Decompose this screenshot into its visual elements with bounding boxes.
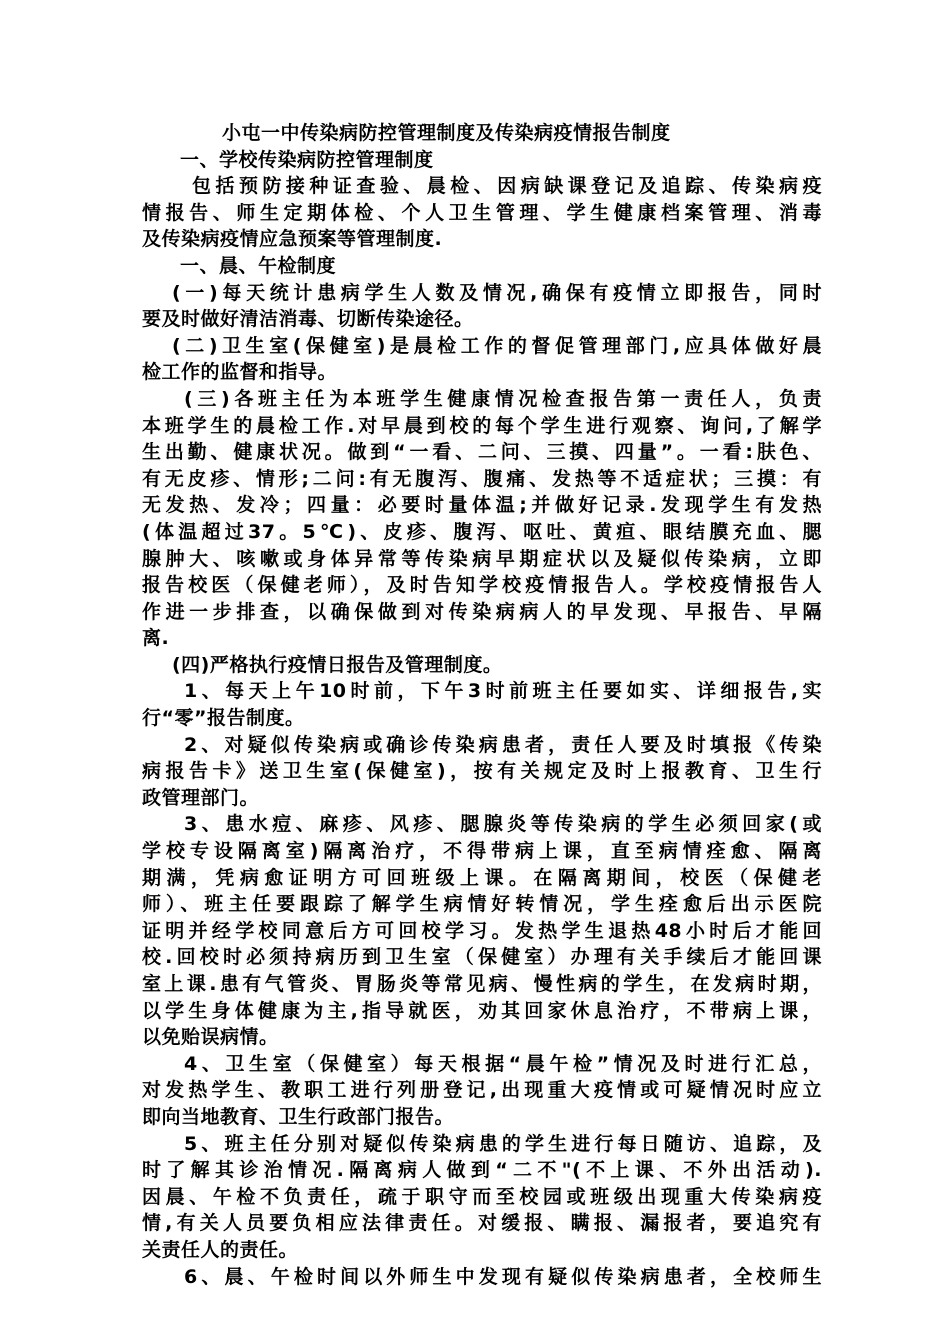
paragraph-line: 政管理部门。	[142, 786, 260, 809]
paragraph-line: 报告校医（保健老师），及时告知学校疫情报告人。学校疫情报告人	[142, 574, 822, 597]
paragraph-line: 期满，凭病愈证明方可回班级上课。在隔离期间，校医（保健老	[142, 866, 822, 889]
paragraph-line: 包括预防接种证查验、晨检、因病缺课登记及追踪、传染病疫	[192, 175, 822, 198]
paragraph-line: 生出勤、健康状况。做到“一看、二问、三摸、四量”。一看:肤色、	[142, 441, 822, 464]
paragraph-line: 对发热学生、教职工进行列册登记,出现重大疫情或可疑情况时应立	[142, 1079, 822, 1102]
paragraph-line: 2、对疑似传染病或确诊传染病患者，责任人要及时填报《传染	[184, 733, 822, 756]
paragraph-line: 1、每天上午10时前，下午3时前班主任要如实、详细报告,实	[184, 680, 822, 703]
paragraph-line: 学校专设隔离室)隔离治疗，不得带病上课，直至病情痊愈、隔离	[142, 840, 822, 863]
paragraph-line: 5、班主任分别对疑似传染病患的学生进行每日随访、追踪，及	[184, 1132, 822, 1155]
paragraph-line: 病报告卡》送卫生室(保健室)，按有关规定及时上报教育、卫生行	[142, 760, 822, 783]
paragraph-line: 有无皮疹、情形;二问:有无腹泻、腹痛、发热等不适症状；三摸：有	[142, 467, 822, 490]
paragraph-line: (四)严格执行疫情日报告及管理制度。	[172, 653, 503, 676]
paragraph-line: 及传染病疫情应急预案等管理制度.	[142, 228, 443, 251]
document-page	[142, 120, 822, 1290]
paragraph-line: 以免贻误病情。	[142, 1026, 279, 1049]
paragraph-line: 要及时做好清洁消毒、切断传染途径。	[142, 308, 474, 331]
paragraph-line: (三)各班主任为本班学生健康情况检查报告第一责任人，负责	[184, 387, 822, 410]
paragraph-line: 校.回校时必须持病历到卫生室（保健室）办理有关手续后才能回课	[142, 946, 822, 969]
paragraph-line: 作进一步排查，以确保做到对传染病病人的早发现、早报告、早隔	[142, 600, 822, 623]
paragraph-line: 本班学生的晨检工作.对早晨到校的每个学生进行观察、询问,了解学	[142, 414, 822, 437]
section-heading: 一、晨、午检制度	[180, 254, 337, 277]
paragraph-line: 以学生身体健康为主,指导就医，劝其回家休息治疗，不带病上课，	[142, 999, 822, 1022]
paragraph-line: (体温超过37。5℃)、皮疹、腹泻、呕吐、黄疸、眼结膜充血、腮	[142, 520, 822, 543]
paragraph-line: 离.	[142, 627, 170, 650]
paragraph-line: 情,有关人员要负相应法律责任。对缓报、瞒报、漏报者，要追究有	[142, 1212, 822, 1235]
paragraph-line: 行“零”报告制度。	[142, 707, 305, 730]
paragraph-line: (一)每天统计患病学生人数及情况,确保有疫情立即报告，同时	[172, 281, 822, 304]
paragraph-line: 关责任人的责任。	[142, 1238, 299, 1261]
section-heading: 一、学校传染病防控管理制度	[180, 148, 434, 171]
paragraph-line: 师）、班主任要跟踪了解学生病情好转情况，学生痊愈后出示医院	[142, 893, 822, 916]
document-title: 小屯一中传染病防控管理制度及传染病疫情报告制度	[222, 122, 671, 144]
paragraph-line: 室上课.患有气管炎、胃肠炎等常见病、慢性病的学生，在发病时期，	[142, 973, 822, 995]
paragraph-line: 情报告、师生定期体检、个人卫生管理、学生健康档案管理、消毒	[142, 201, 822, 224]
paragraph-line: 证明并经学校同意后方可回校学习。发热学生退热48小时后才能回	[142, 919, 822, 942]
paragraph-line: 4、卫生室（保健室）每天根据“晨午检”情况及时进行汇总，	[184, 1052, 822, 1075]
paragraph-line: 3、患水痘、麻疹、风疹、腮腺炎等传染病的学生必须回家(或	[184, 813, 822, 836]
paragraph-line: 6、晨、午检时间以外师生中发现有疑似传染病患者，全校师生	[184, 1265, 822, 1288]
paragraph-line: 腺肿大、咳嗽或身体异常等传染病早期症状以及疑似传染病，立即	[142, 547, 822, 570]
paragraph-line: 时了解其诊治情况.隔离病人做到“二不"(不上课、不外出活动).	[142, 1159, 822, 1182]
paragraph-line: 即向当地教育、卫生行政部门报告。	[142, 1105, 455, 1128]
paragraph-line: 检工作的监督和指导。	[142, 361, 338, 384]
paragraph-line: (二)卫生室(保健室)是晨检工作的督促管理部门,应具体做好晨	[172, 334, 822, 357]
paragraph-line: 无发热、发冷；四量：必要时量体温;并做好记录.发现学生有发热	[142, 494, 822, 517]
paragraph-line: 因晨、午检不负责任，疏于职守而至校园或班级出现重大传染病疫	[142, 1185, 822, 1208]
